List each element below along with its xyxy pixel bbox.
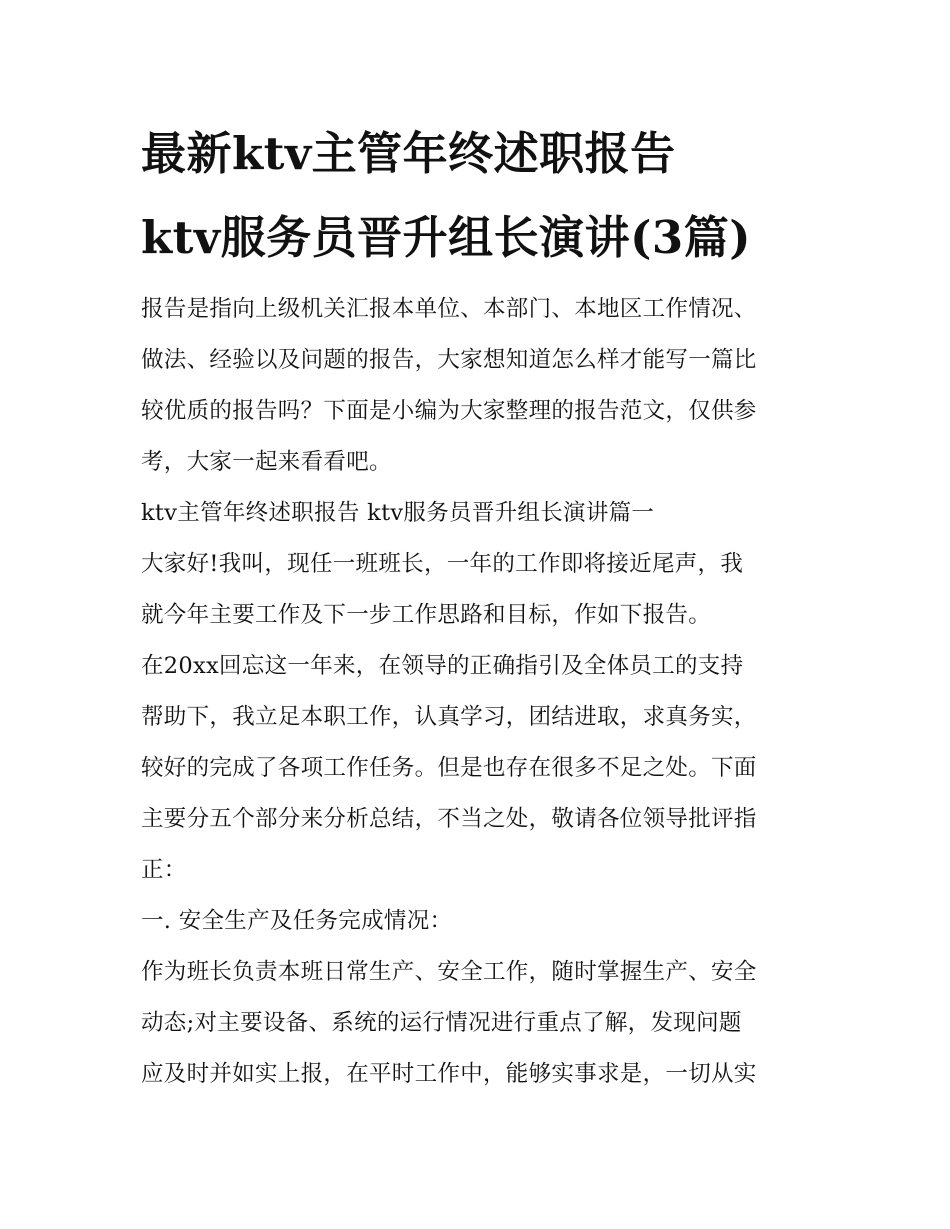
paragraph-line: 作为班长负责本班日常生产、安全工作，随时掌握生产、安全	[141, 959, 757, 985]
paragraph-line: 就今年主要工作及下一步工作思路和目标，作如下报告。	[141, 602, 712, 628]
paragraph-line: 较优质的报告吗？下面是小编为大家整理的报告范文，仅供参	[141, 398, 757, 424]
paragraph-line: 应及时并如实上报，在平时工作中，能够实事求是，一切从实	[141, 1061, 757, 1087]
paragraph-line: 做法、经验以及问题的报告，大家想知道怎么样才能写一篇比	[141, 347, 757, 373]
paragraph-line: 主要分五个部分来分析总结，不当之处，敬请各位领导批评指	[141, 806, 757, 832]
section-heading: ktv主管年终述职报告 ktv服务员晋升组长演讲篇一	[141, 500, 655, 526]
document-title	[141, 112, 816, 280]
paragraph-line: 大家好!我叫，现任一班班长，一年的工作即将接近尾声，我	[141, 551, 744, 577]
paragraph-line: 正：	[141, 857, 187, 883]
paragraph-line: 考，大家一起来看看吧。	[141, 449, 392, 475]
document-body	[141, 284, 816, 1100]
title-line-2: ktv服务员晋升组长演讲(3篇)	[141, 211, 752, 264]
document-content	[141, 112, 816, 1100]
paragraph-line: 帮助下，我立足本职工作，认真学习，团结进取，求真务实，	[141, 704, 757, 730]
section-heading: 一. 安全生产及任务完成情况：	[141, 908, 453, 934]
paragraph-line: 较好的完成了各项工作任务。但是也存在很多不足之处。下面	[141, 755, 757, 781]
paragraph-line: 在20xx回忘这一年来，在领导的正确指引及全体员工的支持	[141, 653, 744, 679]
title-line-1: 最新ktv主管年终述职报告	[141, 127, 676, 180]
paragraph-line: 报告是指向上级机关汇报本单位、本部门、本地区工作情况、	[141, 296, 757, 322]
paragraph-line: 动态;对主要设备、系统的运行情况进行重点了解，发现问题	[141, 1010, 742, 1036]
